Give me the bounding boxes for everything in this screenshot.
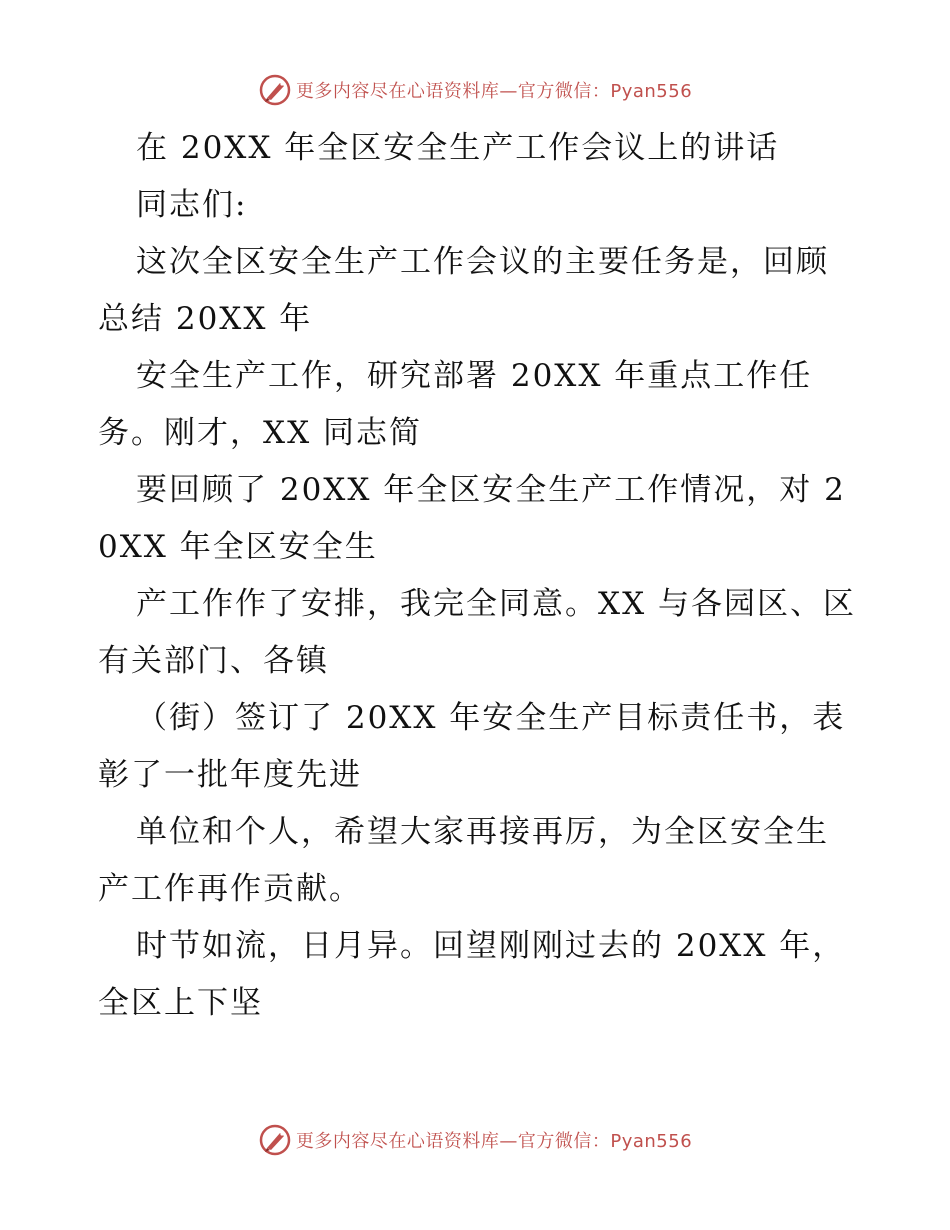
paragraph: 单位和个人，希望大家再接再厉，为全区安全生产工作再作贡献。: [98, 814, 829, 907]
paragraph: 这次全区安全生产工作会议的主要任务是，回顾总结 20XX 年: [98, 244, 829, 337]
paragraph: 产工作作了安排，我完全同意。XX 与各园区、区有关部门、各镇: [98, 586, 856, 679]
paragraph: 安全生产工作，研究部署 20XX 年重点工作任务。刚才，XX 同志简: [98, 358, 813, 451]
footer-banner: [0, 1120, 950, 1160]
paragraph: 要回顾了 20XX 年全区安全生产工作情况，对 20XX 年全区安全生: [98, 472, 846, 565]
document-title: 在 20XX 年全区安全生产工作会议上的讲话: [136, 130, 780, 166]
pen-logo-icon: [258, 1123, 292, 1157]
document-body: [98, 120, 858, 1032]
header-banner: [0, 70, 950, 110]
pen-logo-icon: [258, 73, 292, 107]
header-banner-text: 更多内容尽在心语资料库—官方微信：Pyan556: [295, 81, 693, 102]
salutation: 同志们:: [136, 187, 248, 223]
paragraph: （街）签订了 20XX 年安全生产目标责任书，表彰了一批年度先进: [98, 700, 846, 793]
footer-banner-text: 更多内容尽在心语资料库—官方微信：Pyan556: [295, 1131, 693, 1152]
paragraph: 时节如流，日月异。回望刚刚过去的 20XX 年，全区上下坚: [98, 928, 846, 1021]
